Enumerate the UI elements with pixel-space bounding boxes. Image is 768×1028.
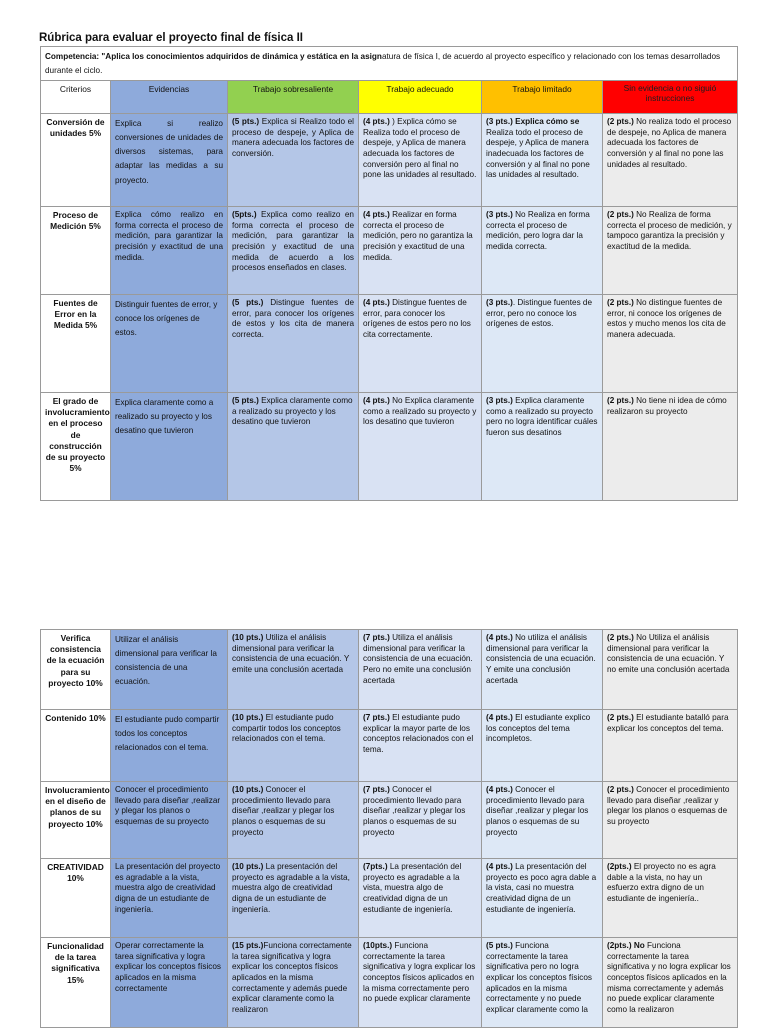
- descriptor-text: Distingue fuentes de error, para conocer los orígenes de estos pero no los cita correctamente.: [363, 298, 471, 340]
- points-label: (2pts.) No: [607, 941, 645, 950]
- descriptor-text: El proyecto no es agra dable a la vista, no hay un esfuerzo extra digno de un estudiante de ingeniería..: [607, 862, 716, 903]
- points-label: (5 pts.): [232, 298, 264, 308]
- points-label: (7 pts.): [363, 713, 390, 722]
- descriptor-text: Realizar en forma correcta el proceso de medición, pero no garantiza la precisión y exactitud de una medida.: [363, 210, 473, 262]
- descriptor-text: El estudiante pudo explicar la mayor parte de los conceptos relacionados con el tema.: [363, 713, 474, 754]
- descriptor-text: Funciona correctamente la tarea significativa pero no logra explicar los conceptos físicos aplicados en la misma correctamente y no puede explicar claramente como la: [486, 941, 593, 1014]
- descriptor-text: Conocer el procedimiento llevado para diseñar ,realizar y plegar los planos o esquemas de su proyecto: [232, 785, 335, 837]
- points-label: (5 pts.): [232, 396, 259, 406]
- sin-evidencia-cell: [603, 207, 738, 295]
- evidence-cell: Explica claramente como a realizado su proyecto y los desatino que tuvieron: [111, 393, 228, 501]
- sobresaliente-cell: [228, 630, 359, 710]
- evidence-cell: Distinguir fuentes de error, y conoce los orígenes de estos.: [111, 295, 228, 393]
- descriptor-text: Funciona correctamente la tarea significativa y no logra explicar los conceptos físicos aplicados en la misma correctamente y además no puede explicar claramente como la realizaron: [607, 941, 731, 1014]
- points-label: (2 pts.): [607, 210, 634, 220]
- limitado-cell: [482, 114, 603, 207]
- sin-evidencia-cell: [603, 114, 738, 207]
- table-row: [41, 859, 738, 938]
- points-label: (10pts.): [363, 941, 393, 950]
- competency-label: Competencia:: [45, 52, 100, 61]
- adecuado-cell: [359, 859, 482, 938]
- header-criterios: Criterios: [41, 81, 111, 114]
- criterion-cell: Funcionalidad de la tarea significativa 15%: [41, 938, 111, 1028]
- descriptor-text: Conocer el procedimiento llevado para diseñar ,realizar y plegar los planos o esquemas de su proyecto: [363, 785, 466, 837]
- table-row: [41, 630, 738, 710]
- table-row: [41, 710, 738, 782]
- descriptor-text: Conocer el procedimiento llevado para diseñar ,realizar y plegar los planos o esquemas de su proyecto: [486, 785, 589, 837]
- criterion-cell: Involucramiento en el diseño de planos de su proyecto 10%: [41, 782, 111, 859]
- sin-evidencia-cell: [603, 393, 738, 501]
- points-label: (4 pts.): [486, 785, 513, 794]
- descriptor-text: No tiene ni idea de cómo realizaron su proyecto: [607, 396, 727, 416]
- descriptor-text: ) Explica cómo se Realiza todo el proceso de despeje, y Aplica de manera adecuada los factores de conversión pero al final no pone las unidades al resultado.: [363, 117, 477, 180]
- sobresaliente-cell: [228, 710, 359, 782]
- points-label: (10 pts.): [232, 633, 264, 642]
- page-title: Rúbrica para evaluar el proyecto final de física II: [39, 32, 303, 44]
- descriptor-text: No Realiza de forma correcta el proceso de medición, y tampoco garantiza la precisión y exactitud de la medida.: [607, 210, 732, 252]
- sin-evidencia-cell: [603, 710, 738, 782]
- descriptor-text: No realiza todo el proceso de despeje, no Aplica de manera adecuada los factores de conversión y al final no pone las unidades al resultado.: [607, 117, 732, 169]
- descriptor-text: Conocer el procedimiento llevado para diseñar ,realizar y plegar los planos o esquemas de su proyecto: [607, 785, 730, 826]
- descriptor-text: La presentación del proyecto es agradable a la vista, muestra algo de creatividad digna de un estudiante de ingeniería.: [363, 862, 462, 914]
- limitado-cell: [482, 859, 603, 938]
- criterion-cell: Proceso de Medición 5%: [41, 207, 111, 295]
- descriptor-text: Distingue fuentes de error, para conocer los orígenes de estos y los cita de manera correcta.: [232, 298, 355, 340]
- sobresaliente-cell: [228, 859, 359, 938]
- descriptor-text: . Distingue fuentes de error, pero no conoce los orígenes de estos.: [486, 298, 593, 329]
- sin-evidencia-cell: [603, 295, 738, 393]
- criterion-cell: Conversión de unidades 5%: [41, 114, 111, 207]
- header-row: [41, 81, 738, 114]
- sobresaliente-cell: [228, 782, 359, 859]
- limitado-cell: [482, 710, 603, 782]
- limitado-cell: [482, 630, 603, 710]
- evidence-cell: Utilizar el análisis dimensional para verificar la consistencia de una ecuación.: [111, 630, 228, 710]
- criterion-cell: El grado de involucramiento en el proceso de construcción de su proyecto 5%: [41, 393, 111, 501]
- criterion-cell: Verifica consistencia de la ecuación para su proyecto 10%: [41, 630, 111, 710]
- table-row: [41, 207, 738, 295]
- evidence-cell: El estudiante pudo compartir todos los conceptos relacionados con el tema.: [111, 710, 228, 782]
- sin-evidencia-cell: [603, 859, 738, 938]
- evidence-cell: Conocer el procedimiento llevado para diseñar ,realizar y plegar los planos o esquemas de su proyecto: [111, 782, 228, 859]
- sobresaliente-cell: [228, 295, 359, 393]
- header-sobresaliente: Trabajo sobresaliente: [228, 81, 359, 114]
- descriptor-text: Explica como realizo en forma correcta el proceso de medición, para garantizar la precisión y exactitud de una medida de acuerdo a los procesos enseñados en clases.: [232, 210, 354, 273]
- points-label: (3 pts.): [486, 396, 513, 406]
- sobresaliente-cell: [228, 207, 359, 295]
- limitado-cell: [482, 782, 603, 859]
- adecuado-cell: [359, 207, 482, 295]
- evidence-cell: La presentación del proyecto es agradable a la vista, muestra algo de creatividad digna de un estudiante de ingeniería.: [111, 859, 228, 938]
- adecuado-cell: [359, 782, 482, 859]
- rubric-table-part1: [40, 46, 738, 501]
- adecuado-cell: [359, 393, 482, 501]
- points-label: (2 pts.): [607, 298, 634, 308]
- points-label: (2 pts.): [607, 785, 634, 794]
- descriptor-text: La presentación del proyecto es agradable a la vista, muestra algo de creatividad digna de un estudiante de ingeniería.: [232, 862, 350, 914]
- evidence-cell: Explica cómo realizo en forma correcta el proceso de medición, para garantizar la precisión y exactitud de una medida.: [111, 207, 228, 295]
- descriptor-text: Utiliza el análisis dimensional para verificar la consistencia de una ecuación. Y emite una conclusión acertada: [232, 633, 350, 674]
- descriptor-text: Utiliza el análisis dimensional para verificar la consistencia de una ecuación. Pero no emite una conclusión acertada: [363, 633, 473, 685]
- points-label: (10 pts.): [232, 785, 264, 794]
- points-label: (3 pts.): [486, 298, 513, 308]
- points-label: (2 pts.): [607, 396, 634, 406]
- points-label: (4 pts.): [363, 298, 390, 308]
- points-label: (5 pts.): [232, 117, 260, 127]
- points-label: (10 pts.): [232, 862, 264, 871]
- points-label: (5pts.): [232, 210, 257, 220]
- descriptor-text: Realiza todo el proceso de despeje, y Aplica de manera inadecuada los factores de conversión y al final no pone las unidades al resultado.: [486, 127, 590, 180]
- points-label: (7 pts.): [363, 633, 390, 642]
- table-row: [41, 782, 738, 859]
- evidence-cell: Explica si realizo conversiones de unidades de diversos sistemas, para adaptar las medidas a su proyecto.: [111, 114, 228, 207]
- descriptor-text: El estudiante explico los conceptos del tema incompletos.: [486, 713, 591, 744]
- header-limitado: Trabajo limitado: [482, 81, 603, 114]
- adecuado-cell: [359, 938, 482, 1028]
- points-label: (7pts.): [363, 862, 388, 871]
- sin-evidencia-cell: [603, 938, 738, 1028]
- points-label: (2 pts.): [607, 633, 634, 642]
- adecuado-cell: [359, 114, 482, 207]
- header-evidencias: Evidencias: [111, 81, 228, 114]
- table-row: [41, 393, 738, 501]
- competency-bold-text: "Aplica los conocimientos adquiridos de dinámica y estática en la asign: [99, 52, 382, 61]
- descriptor-text: Funciona correctamente la tarea significativa y logra explicar los conceptos físicos aplicados en la misma correctamente pero no puede explicar claramente: [363, 941, 476, 1004]
- points-label: (10 pts.): [232, 713, 264, 722]
- sobresaliente-cell: [228, 938, 359, 1028]
- competency-text: atura de física I, de acuerdo al proyecto específico y relacionado con los temas desarrollados durante el ciclo.: [45, 52, 721, 75]
- descriptor-text: Explica claramente como a realizado su proyecto y los desatino que tuvieron: [232, 396, 353, 427]
- adecuado-cell: [359, 630, 482, 710]
- descriptor-text: El estudiante batalló para explicar los conceptos del tema.: [607, 713, 729, 733]
- descriptor-text: No Utiliza el análisis dimensional para verificar la consistencia de una ecuación. Y no emite una conclusión acertada: [607, 633, 730, 674]
- adecuado-cell: [359, 295, 482, 393]
- header-adecuado: Trabajo adecuado: [359, 81, 482, 114]
- sin-evidencia-cell: [603, 630, 738, 710]
- descriptor-text: No Explica claramente como a realizado su proyecto y los desatino que tuvieron: [363, 396, 477, 427]
- points-label: (4 pts.): [486, 633, 513, 642]
- sobresaliente-cell: [228, 114, 359, 207]
- limitado-cell: [482, 295, 603, 393]
- sobresaliente-cell: [228, 393, 359, 501]
- limitado-cell: [482, 207, 603, 295]
- points-label: (3 pts.) Explica cómo se: [486, 117, 580, 127]
- header-sin-evidencia: Sin evidencia o no siguió instrucciones: [603, 81, 738, 114]
- points-label: (2 pts.): [607, 117, 634, 127]
- points-label: (5 pts.): [486, 941, 513, 950]
- points-label: (4 pts.): [486, 713, 513, 722]
- limitado-cell: [482, 393, 603, 501]
- points-label: (4 pts.): [363, 210, 390, 220]
- table-row: [41, 295, 738, 393]
- points-label: (2 pts.): [607, 713, 634, 722]
- sin-evidencia-cell: [603, 782, 738, 859]
- adecuado-cell: [359, 710, 482, 782]
- descriptor-text: Explica si Realizo todo el proceso de despeje, y Aplica de manera adecuada los factores de conversión.: [232, 117, 354, 159]
- points-label: (3 pts.): [486, 210, 513, 220]
- descriptor-text: Explica claramente como a realizado su proyecto pero no logra identificar cuáles fueron sus desatinos: [486, 396, 598, 438]
- evidence-cell: Operar correctamente la tarea significativa y logra explicar los conceptos físicos aplicados en la misma correctamente: [111, 938, 228, 1028]
- points-label: (15 pts.): [232, 941, 264, 950]
- descriptor-text: No Realiza en forma correcta el proceso de medición, pero logra dar la medida correcta.: [486, 210, 590, 252]
- criterion-cell: CREATIVIDAD 10%: [41, 859, 111, 938]
- descriptor-text: La presentación del proyecto es poco agra dable a la vista, casi no muestra creatividad digna de un estudiante de ingeniería.: [486, 862, 597, 914]
- descriptor-text: Funciona correctamente la tarea significativa y logra explicar los conceptos físicos aplicados en la misma correctamente y además puede explicar claramente como la realizaron: [232, 941, 352, 1014]
- descriptor-text: No utiliza el análisis dimensional para verificar la consistencia de una ecuación. Y emite una conclusión acertada: [486, 633, 596, 685]
- criterion-cell: Contenido 10%: [41, 710, 111, 782]
- limitado-cell: [482, 938, 603, 1028]
- descriptor-text: No distingue fuentes de error, ni conoce los orígenes de estos y mucho menos los cita de manera adecuada.: [607, 298, 726, 340]
- points-label: (4 pts.): [486, 862, 513, 871]
- points-label: (4 pts.): [363, 396, 390, 406]
- rubric-table-part2: [40, 629, 738, 1028]
- competency-statement: [41, 47, 738, 81]
- points-label: (4 pts.): [363, 117, 390, 127]
- criterion-cell: Fuentes de Error en la Medida 5%: [41, 295, 111, 393]
- points-label: (2pts.): [607, 862, 632, 871]
- table-row: [41, 114, 738, 207]
- points-label: (7 pts.): [363, 785, 390, 794]
- table-row: [41, 938, 738, 1028]
- descriptor-text: El estudiante pudo compartir todos los conceptos relacionados con el tema.: [232, 713, 341, 744]
